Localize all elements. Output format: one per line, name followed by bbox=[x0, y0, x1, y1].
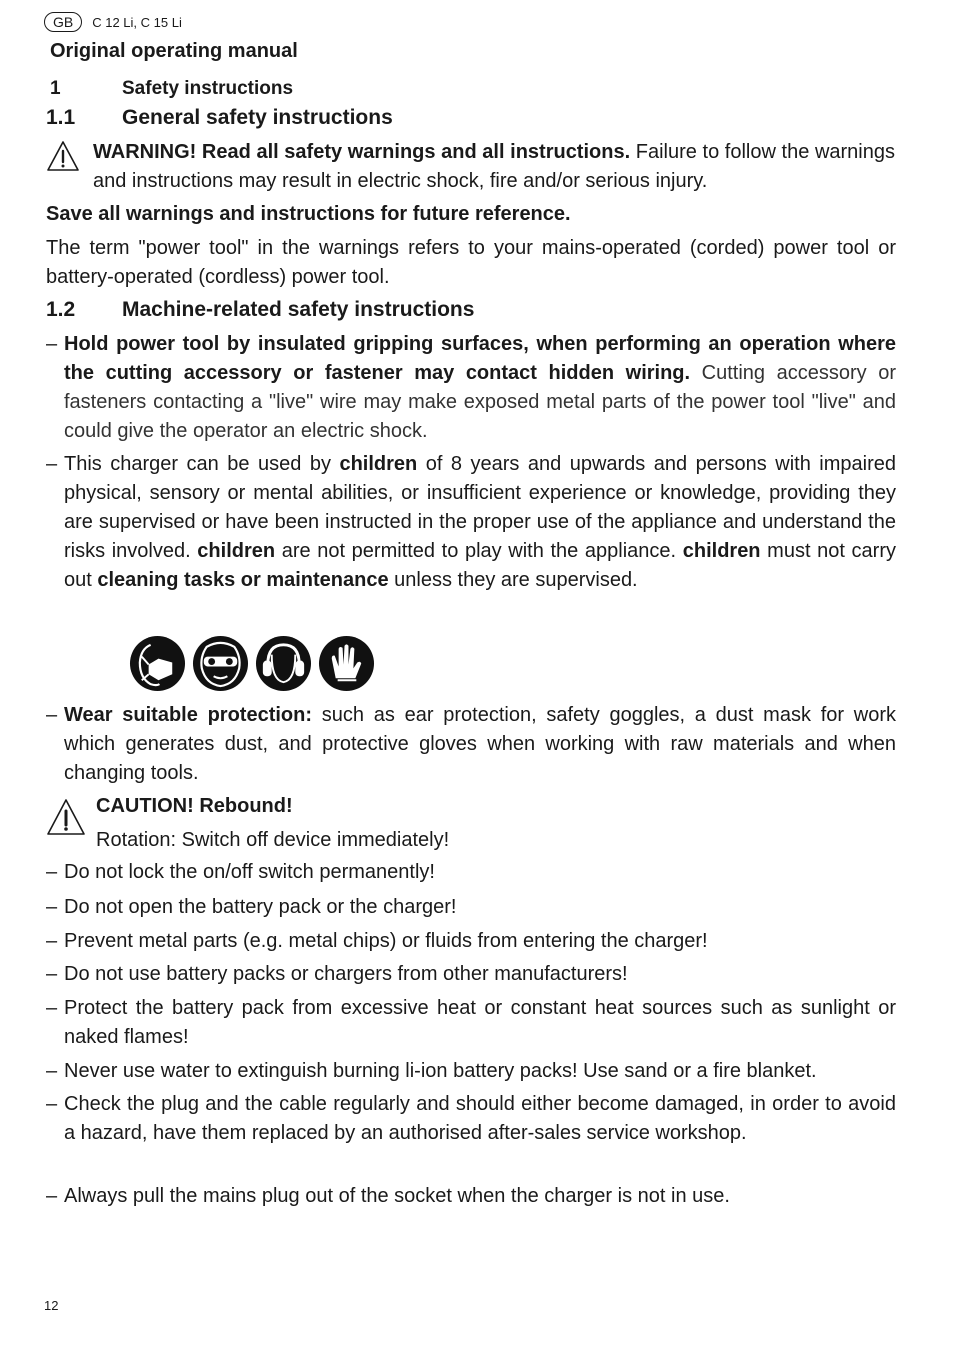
bullet-dash: – bbox=[46, 930, 58, 952]
language-badge: GB bbox=[44, 12, 82, 32]
hold-bold: Hold power tool by insulated gripping surfaces, when performing an operation where the cutting accessory or fastener may contact hidden wiring. bbox=[64, 333, 896, 384]
list-item bbox=[46, 960, 896, 989]
dust-mask-icon bbox=[129, 635, 186, 692]
warning-triangle-icon bbox=[46, 140, 80, 172]
section-heading-1-2 bbox=[46, 298, 474, 322]
caution-triangle-icon bbox=[46, 798, 86, 836]
section-heading-1 bbox=[50, 78, 293, 100]
list-item bbox=[46, 858, 896, 887]
caution-text: Rotation: Switch off device immediately! bbox=[96, 829, 450, 851]
section-title: Machine-related safety instructions bbox=[122, 298, 475, 321]
bullet-text: Do not use battery packs or chargers from other manufacturers! bbox=[64, 963, 628, 985]
cleaning-bold: cleaning tasks or maintenance bbox=[97, 569, 389, 591]
bullet-dash: – bbox=[46, 997, 58, 1019]
list-item bbox=[46, 1182, 896, 1211]
children-bold: children bbox=[339, 453, 418, 475]
ear-protection-icon bbox=[255, 635, 312, 692]
bullet-dash: – bbox=[46, 1185, 58, 1207]
list-item bbox=[46, 927, 896, 956]
section-number: 1.1 bbox=[46, 106, 76, 129]
section-heading-1-1 bbox=[46, 106, 393, 130]
children-bold: children bbox=[197, 540, 276, 562]
safety-goggles-icon bbox=[192, 635, 249, 692]
list-item bbox=[46, 701, 896, 788]
bullet-dash: – bbox=[46, 963, 58, 985]
warning-body: Failure to follow the warnings and instructions may result in electric shock, fire and/or serious injury. bbox=[93, 141, 895, 192]
list-item bbox=[46, 994, 896, 1052]
bullet-text: Do not lock the on/off switch permanently! bbox=[64, 861, 435, 883]
bullet-text: Always pull the mains plug out of the socket when the charger is not in use. bbox=[64, 1185, 730, 1207]
list-item bbox=[46, 893, 896, 922]
section-title: Safety instructions bbox=[122, 78, 294, 99]
charger-text: are not permitted to play with the appliance. bbox=[275, 540, 683, 562]
bullet-dash: – bbox=[46, 896, 58, 918]
section-number: 1 bbox=[50, 78, 61, 99]
page-header bbox=[44, 12, 182, 32]
wear-text: such as ear protection, safety goggles, a dust mask for work which generates dust, and protective gloves when working with raw materials and when changing tools. bbox=[64, 704, 896, 784]
document-title: Original operating manual bbox=[50, 40, 298, 62]
warning-text bbox=[93, 138, 895, 196]
bullet-dash: – bbox=[46, 861, 58, 883]
bullet-dash: – bbox=[46, 1060, 58, 1082]
bullet-dash: – bbox=[46, 1093, 58, 1115]
bullet-dash: – bbox=[46, 704, 58, 726]
list-item bbox=[46, 1057, 896, 1086]
list-item bbox=[46, 1090, 896, 1148]
protective-gloves-icon bbox=[318, 635, 375, 692]
list-item bbox=[46, 330, 896, 446]
wear-bold: Wear suitable protection: bbox=[64, 704, 313, 726]
charger-text: must not carry out bbox=[64, 540, 896, 591]
hold-text: Cutting accessory or fasteners contacting a "live" wire may make exposed metal parts of the power tool "live" and could give the operator an electric shock. bbox=[64, 362, 897, 442]
charger-text: of 8 years and upwards and persons with impaired physical, sensory or mental abilities, or insufficient experience or knowledge, providing they are supervised or have been instructed in the proper use of the appliance and understand the risks involved. bbox=[64, 453, 896, 562]
power-tool-term-text: The term "power tool" in the warnings refers to your mains-operated (corded) power tool or battery-operated (cordless) power tool. bbox=[46, 237, 896, 288]
model-name: C 12 Li, C 15 Li bbox=[92, 14, 182, 30]
page-number: 12 bbox=[44, 1298, 59, 1313]
save-instructions-text: Save all warnings and instructions for future reference. bbox=[46, 203, 571, 225]
charger-text: This charger can be used by bbox=[64, 453, 340, 475]
warning-bold: WARNING! Read all safety warnings and all instructions. bbox=[93, 141, 631, 163]
bullet-dash: – bbox=[46, 453, 58, 475]
bullet-text: Do not open the battery pack or the charger! bbox=[64, 896, 457, 918]
list-item bbox=[46, 450, 896, 595]
children-bold: children bbox=[682, 540, 761, 562]
section-number: 1.2 bbox=[46, 298, 76, 321]
bullet-text: Prevent metal parts (e.g. metal chips) or fluids from entering the charger! bbox=[64, 930, 708, 952]
caution-title: CAUTION! Rebound! bbox=[96, 795, 293, 817]
bullet-text: Protect the battery pack from excessive heat or constant heat sources such as sunlight or naked flames! bbox=[64, 997, 896, 1048]
ppe-icons-row bbox=[129, 635, 375, 692]
charger-text: unless they are supervised. bbox=[388, 569, 638, 591]
bullet-dash: – bbox=[46, 333, 58, 355]
bullet-text: Check the plug and the cable regularly and should either become damaged, in order to avoid a hazard, have them replaced by an authorised after-sales service workshop. bbox=[64, 1093, 896, 1144]
bullet-text: Never use water to extinguish burning li-ion battery packs! Use sand or a fire blanket. bbox=[64, 1060, 817, 1082]
section-title: General safety instructions bbox=[122, 106, 393, 129]
